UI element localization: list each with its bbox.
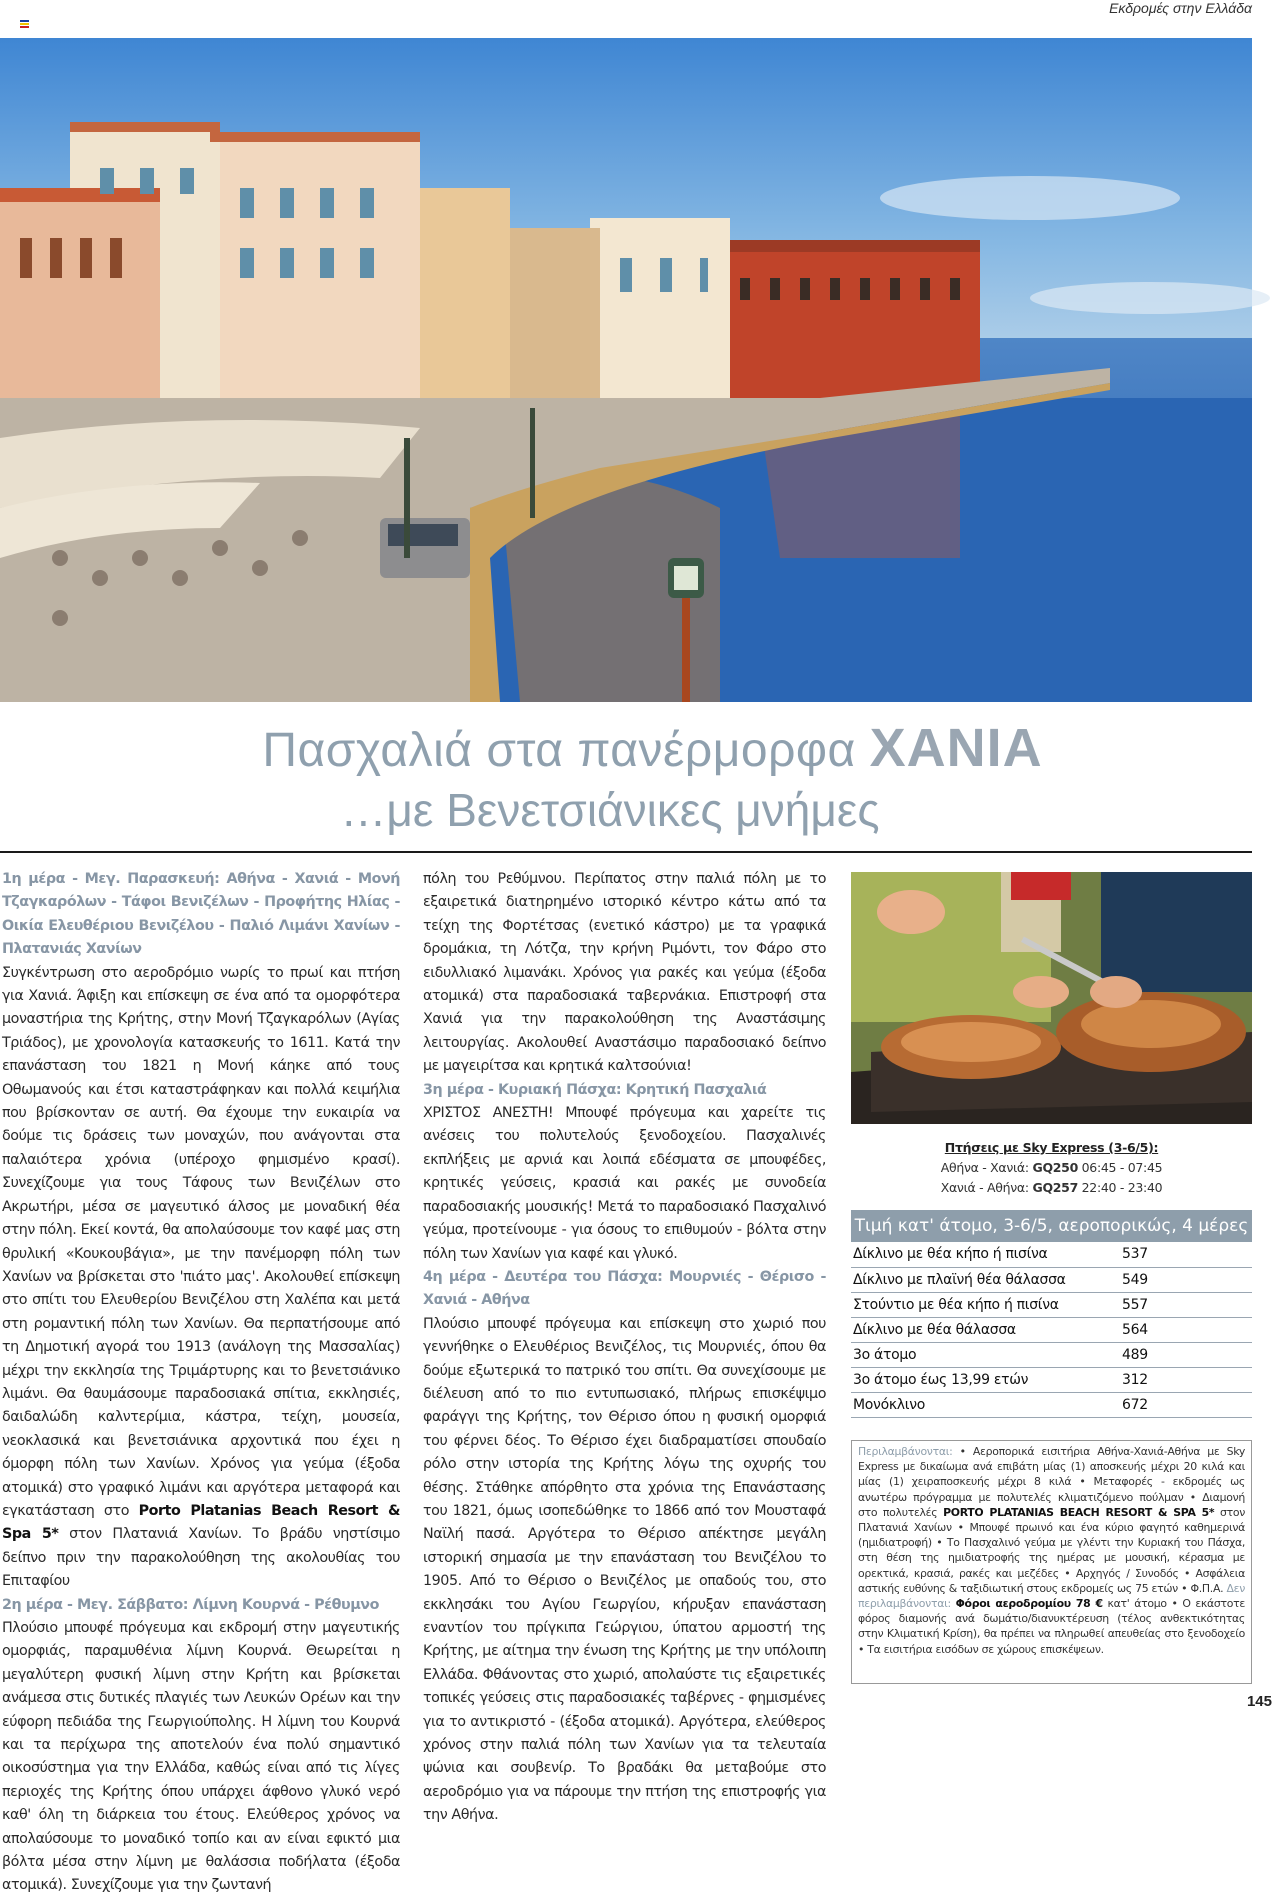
- flight-row-return: Χανιά - Αθήνα: GQ257 22:40 - 23:40: [940, 1180, 1163, 1195]
- flight-row-outbound: Αθήνα - Χανιά: GQ250 06:45 - 07:45: [940, 1160, 1163, 1175]
- day-4-heading: 4η μέρα - Δευτέρα του Πάσχα: Μουρνιές - Θέρισο - Χανιά - Αθήνα: [423, 1268, 826, 1309]
- table-row: Στούντιο με θέα κήπο ή πισίνα 557: [851, 1292, 1252, 1317]
- table-row: Δίκλινο με θέα κήπο ή πισίνα 537: [851, 1242, 1252, 1267]
- flights-info: [851, 1138, 1252, 1198]
- easter-lamb-photo: [851, 872, 1252, 1124]
- hero-photo-chania-harbour: [0, 38, 1252, 702]
- table-row: Δίκλινο με πλαϊνή θέα θάλασσα 549: [851, 1267, 1252, 1292]
- flights-heading: Πτήσεις με Sky Express (3-6/5):: [944, 1140, 1159, 1155]
- page-number: 145: [1246, 1693, 1272, 1710]
- table-row: Δίκλινο με θέα θάλασσα 564: [851, 1317, 1252, 1342]
- not-included-label: Δεν περιλαμβάνονται:: [858, 1581, 1245, 1611]
- price-table: [851, 1210, 1252, 1418]
- includes-label: Περιλαμβάνονται:: [858, 1445, 953, 1458]
- table-row: Μονόκλινο 672: [851, 1392, 1252, 1417]
- table-row: 3ο άτομο έως 13,99 ετών 312: [851, 1367, 1252, 1392]
- includes-hotel: PORTO PLATANIAS BEACH RESORT & SPA 5*: [943, 1505, 1215, 1519]
- heading-divider: [0, 851, 1252, 853]
- itinerary-column-1: [2, 868, 400, 1898]
- day-4-text: Πλούσιο μπουφέ πρόγευμα και επίσκεψη στο χωριό που γεννήθηκε ο Ελευθέριος Βενιζέλος, τις Μουρνιές, όπου θα δούμε εξωτερικά το πατρικό του σπίτι. Θα συνεχίσουμε με διέλευση από το πιο εντυπωσιακό, πλήρως επισκέψιμο φαράγγι της Κρήτης, τον Θέρισο όπου η φυσική ομορφιά του φέρνει δέος. Το Θέρισο έχει διαδραματίσει σπουδαίο ρόλο στην ιστορία της Κρήτης λόγω της οχυρής του θέσης. Στάθηκε απόρθητο στα χρόνια της Επανάστασης του 1821, όμως ισοπεδώθηκε το 1866 από τον Μουσταφά Ναϊλή πασά. Αργότερα το Θέρισο απέκτησε μεγάλη ιστορική σημασία με την επανάσταση του Βενιζέλου το 1905. Από το Θέρισο ο Βενιζέλος με οπαδούς του, στο εκκλησάκι του Αγίου Γεωργίου, κήρυξαν επανάσταση εναντίον του πρίγκιπα Γεώργιου, ύπατου αρμοστή της Κρήτης, με αίτημα την ένωση της Κρήτης με την υπόλοιπη Ελλάδα. Φθάνοντας στο χωριό, απολαύστε τις εξαιρετικές τοπικές γεύσεις στις παραδοσιακές ταβέρνες - φημισμένες για το αντικριστό - (έξοδα ατομικά). Αργότερα, ελεύθερος χρόνος στην παλιά πόλη των Χανίων για τα τελευταία ψώνια και σουβενίρ. Το βραδάκι θα μεταβούμε στο αεροδρόμιο για να πάρουμε την πτήση της επιστροφής για την Αθήνα.: [423, 1315, 826, 1824]
- main-title: Πασχαλιά στα πανέρμορφα ΧΑΝΙΑ: [262, 718, 1043, 778]
- hotel-name: Porto Platanias Beach Resort & Spa 5*: [2, 1502, 400, 1543]
- table-row: 3ο άτομο 489: [851, 1342, 1252, 1367]
- day-1-text: Συγκέντρωση στο αεροδρόμιο νωρίς το πρωί και πτήση για Χανιά. Άφιξη και επίσκεψη σε ένα από τα ομορφότερα μοναστήρια της Κρήτης, στην Μονή Τζαγκαρόλων (Αγίας Τριάδος), με χρονολογία κατασκευής το 1611. Κατά την επανάσταση του 1821 η Μονή κάηκε από τους Οθωμανούς και έτσι καταστράφηκαν και πολλά κειμήλια που βρίσκονταν σε αυτή. Θα έχουμε την ευκαιρία να δούμε τις δράσεις των μοναχών, που ανάγονται στα παλαιότερα χρόνια (υπέροχο φημισμένο κρασί). Συνεχίζουμε για τους Τάφους των Βενιζέλων στο Ακρωτήρι, μέσα σε μαγευτικό άλσος με μοναδική θέα στην πόλη. Εκεί κοντά, θα απολαύσουμε τον καφέ μας στη θρυλική «Κουκουβάγια», με την πανέμορφη πόλη των Χανίων να βρίσκεται στο 'πιάτο μας'. Ακολουθεί επίσκεψη στο σπίτι του Ελευθερίου Βενιζέλου στη Χαλέπα και μετά στη ρομαντική πόλη των Χανίων. Θα περπατήσουμε από τη Δημοτική αγορά του 1913 (ανάλογη της Μασσαλίας) μέχρι την εκκλησία της Τριμάρτυρης και το βενετσιάνικο λιμάνι. Θα θαυμάσουμε παραδοσιακά σπίτια, εκκλησιές, δαιδαλώδη καλντερίμια, κάστρα, τείχη, μουσεία, νεοκλασικά και βενετσιάνικα αρχοντικά που έχει η όμορφη πόλη των Χανίων. Χρόνος για γεύμα (έξοδα ατομικά) στο γραφικό λιμάνι και αργότερα μεταφορά και εγκατάσταση στο Porto Platanias Beach Resort & Spa 5* στον Πλατανιά Χανίων. Το βράδυ νηστίσιμο δείπνο πριν την παρακολούθηση της ακολουθίας του Επιταφίου: [2, 964, 400, 1590]
- greek-flag-icon: [20, 20, 29, 27]
- itinerary-column-2: [423, 868, 826, 1828]
- day-1-heading: 1η μέρα - Μεγ. Παρασκευή: Αθήνα - Χανιά - Μονή Τζαγκαρόλων - Τάφοι Βενιζέλων - Προφήτης Ηλίας - Οικία Ελευθέριου Βενιζέλου - Παλιό Λιμάνι Χανίων - Πλατανιάς Χανίων: [2, 871, 400, 958]
- section-title: Εκδρομές στην Ελλάδα: [1109, 0, 1252, 16]
- includes-box: Περιλαμβάνονται: • Αεροπορικά εισιτήρια Αθήνα-Χανιά-Αθήνα με Sky Express με δικαίωμα ανά επιβάτη μίας (1) αποσκευής μέχρι 20 κιλά και μίας (1) χειραποσκευής μέχρι 8 κιλά • Μεταφορές - εκδρομές ως ανωτέρω πρόγραμμα με πολυτελές κλιματιζόμενο πούλμαν • Διαμονή στο πολυτελές PORTO PLATANIAS BEACH RESORT & SPA 5* στον Πλατανιά Χανίων • Μπουφέ πρωινό και ένα κύριο φαγητό καθημερινά (ημιδιατροφή) • Το Πασχαλινό γεύμα με γλέντι την Κυριακή του Πάσχα, στη θέση της ημιδιατροφής της ημέρας με μουσική, κέρασμα με ορεκτικά, κρασιά, ρακές και μεζέδες • Αρχηγός / Συνοδός • Ασφάλεια αστικής ευθύνης & ταξιδιωτική στους εκδρομείς ως 75 ετών • Φ.Π.Α. Δεν περιλαμβάνονται: Φόροι αεροδρομίου 78 € κατ' άτομο • Ο εκάστοτε φόρος διαμονής ανά δωμάτιο/διανυκτέρευση (τέλος ανθεκτικότητας στην Κλιματική Κρίση), θα πρέπει να πληρωθεί απευθείας στο ξενοδοχείο • Τα εισιτήρια εισόδων σε χώρους επισκέψεων.: [851, 1440, 1252, 1684]
- page-heading: [0, 718, 1280, 839]
- day-2-heading: 2η μέρα - Μεγ. Σάββατο: Λίμνη Κουρνά - Ρέθυμνο: [2, 1596, 379, 1613]
- airport-fee: Φόροι αεροδρομίου 78 €: [955, 1597, 1103, 1611]
- subtitle: …με Βενετσιάνικες μνήμες: [340, 784, 880, 836]
- price-table-heading: Τιμή κατ' άτομο, 3-6/5, αεροπορικώς, 4 μέρες: [851, 1210, 1252, 1242]
- day-3-text: ΧΡΙΣΤΟΣ ΑΝΕΣΤΗ! Μπουφέ πρόγευμα και χαρείτε τις ανέσεις του πολυτελούς ξενοδοχείου. Πασχαλινές εκπλήξεις με αρνιά και λοιπά εδέσματα σε μπουφέδες, κρητικές γεύσεις, κρασιά και ρακές με συνοδεία παραδοσιακής μουσικής! Μετά το παραδοσιακό Πασχαλινό γεύμα, προτείνουμε - για όσους το επιθυμούν - βόλτα στην πόλη των Χανίων για καφέ και γλυκό.: [423, 1105, 826, 1262]
- day-2-text: Πλούσιο μπουφέ πρόγευμα και εκδρομή στην μαγευτικής ομορφιάς, παραμυθένια λίμνη Κουρνά. Θεωρείται η μεγαλύτερη φυσική λίμνη στην Κρήτη και βρίσκεται ανάμεσα στις δυτικές πλαγιές των Λευκών Ορέων και την εύφορη πεδιάδα της Γεωργιούπολης. Η λίμνη του Κουρνά και τα περίχωρα της αποτελούν ένα πολύ σημαντικό οικοσύστημα για την Ελλάδα, καθώς είναι από τις λίγες περιοχές της Κρήτης όπου υπάρχει άφθονο γλυκό νερό καθ' όλη τη διάρκεια του έτους. Ελεύθερος χρόνος να απολαύσουμε το μοναδικό τοπίο και αν είναι εφικτό μια βόλτα μέσα στην λίμνη με θαλάσσια ποδήλατα (έξοδα ατομικά). Συνεχίζουμε για την ζωντανή: [2, 1620, 400, 1894]
- title-highlight: ΧΑΝΙΑ: [869, 718, 1043, 778]
- day-2-text-continued: πόλη του Ρεθύμνου. Περίπατος στην παλιά πόλη με το εξαιρετικά διατηρημένο ιστορικό κέντρο κάτω από τα τείχη της Φορτέτσας (ενετικό κάστρο) με τα γραφικά δρομάκια, τη Λότζα, την κρήνη Ριμόντι, τον Φάρο στο ειδυλλιακό λιμανάκι. Χρόνος για ρακές και γεύμα (έξοδα ατομικά) στα παραδοσιακά ταβερνάκια. Επιστροφή στα Χανιά για την παρακολούθηση της Αναστάσιμης λειτουργίας. Ακολουθεί Αναστάσιμο παραδοσιακό δείπνο με μαγειρίτσα και κρητικά καλτσούνια!: [423, 871, 826, 1075]
- day-3-heading: 3η μέρα - Κυριακή Πάσχα: Κρητική Πασχαλιά: [423, 1081, 767, 1098]
